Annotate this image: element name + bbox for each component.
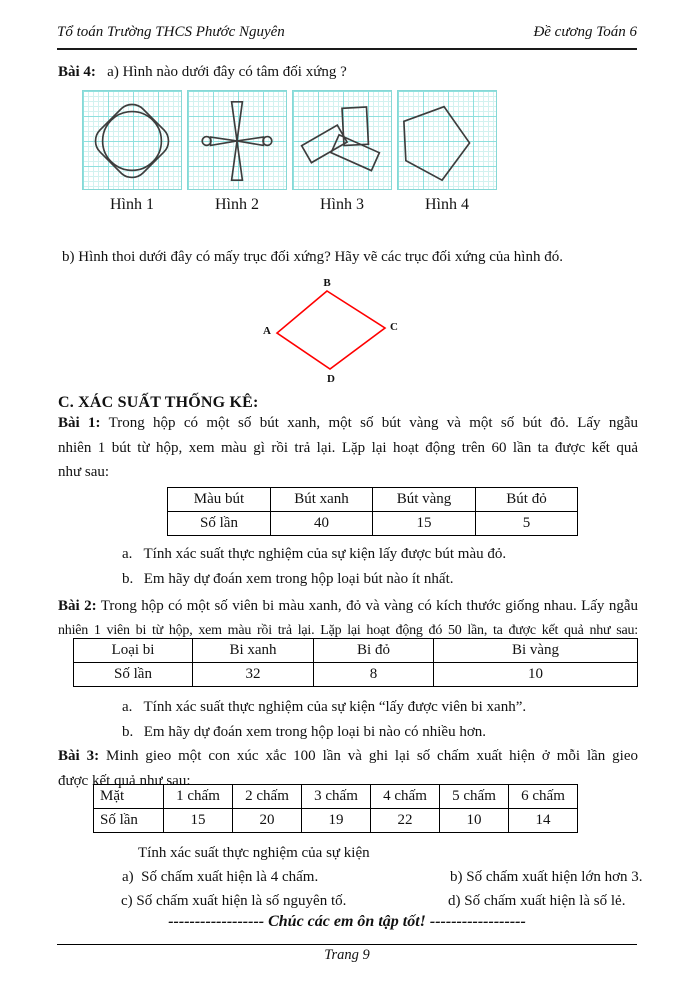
table-row: Loại bi Bi xanh Bi đỏ Bi vàng: [74, 639, 638, 663]
bai3-question-a: a) Số chấm xuất hiện là 4 chấm.: [122, 869, 319, 885]
header-left: Tổ toán Trường THCS Phước Nguyên: [57, 24, 285, 40]
bai3-label: Bài 3:: [58, 748, 100, 764]
rhombus-label-c: C: [390, 321, 398, 333]
figure-hinh-1: [82, 90, 182, 190]
bai3-intro: Tính xác suất thực nghiệm của sự kiện: [138, 845, 370, 861]
bai3-question-c: c) Số chấm xuất hiện là số nguyên tố.: [121, 893, 347, 909]
three-rectangles-drawing: [293, 91, 391, 189]
page-header: [57, 24, 637, 50]
figure-hinh-2: [187, 90, 287, 190]
header-right: Đề cương Toán 6: [533, 24, 637, 40]
bai4-question-a: Bài 4: a) Hình nào dưới đây có tâm đối xứng ?: [58, 64, 347, 80]
list-item: a. Tính xác suất thực nghiệm của sự kiện “lấy được viên bi xanh”.: [122, 699, 527, 715]
bai2-items: [122, 695, 526, 745]
rhombus-label-a: A: [263, 325, 271, 337]
bai3-paragraph: Bài 3: Minh gieo một con xúc xắc 100 lần và ghi lại số chấm xuất hiện ở mỗi lần gieo được kết quả như sau:: [58, 748, 639, 789]
figure-label-4: Hình 4: [425, 196, 469, 213]
bai2-paragraph: Bài 2: Trong hộp có một số viên bi màu xanh, đỏ và vàng có kích thước giống nhau. Lấy ngẫu nhiên 1 viên bi từ hộp, xem màu rồi trả lại. Lặp lại hoạt động đó 50 lần, ta được kết quả như sau:: [58, 598, 638, 638]
bai2-table: [73, 638, 638, 687]
bai1-table: [167, 487, 578, 536]
figure-label-2: Hình 2: [215, 196, 259, 213]
table-row: Số lần 32 8 10: [74, 663, 638, 687]
footer-rule: [57, 944, 637, 945]
closing-message: ------------------ Chúc các em ôn tập tốt! ------------------: [168, 913, 526, 930]
figure-row: [82, 90, 497, 190]
circle-flower-drawing: [83, 91, 181, 189]
list-item: b. Em hãy dự đoán xem trong hộp loại bút nào ít nhất.: [122, 571, 454, 587]
bai1-paragraph: Bài 1: Trong hộp có một số bút xanh, một số bút vàng và một số bút đỏ. Lấy ngẫu nhiên 1 bút từ hộp, xem màu gì rồi trả lại. Lặp lại hoạt động trên 60 lần ta được kết quả như sau:: [58, 415, 638, 480]
figure-hinh-3: [292, 90, 392, 190]
propeller-drawing: [188, 91, 286, 189]
figure-hinh-4: [397, 90, 497, 190]
bai3-question-b: b) Số chấm xuất hiện lớn hơn 3.: [450, 869, 643, 885]
bai2-label: Bài 2:: [58, 598, 97, 614]
bai4-label: Bài 4:: [58, 64, 96, 80]
table-row: Số lần 15 20 19 22 10 14: [94, 809, 578, 833]
pentagon-drawing: [398, 91, 496, 189]
table-row: Mặt 1 chấm 2 chấm 3 chấm 4 chấm 5 chấm 6 chấm: [94, 785, 578, 809]
page-number: Trang 9: [324, 947, 370, 963]
rhombus-label-d: D: [327, 373, 335, 385]
table-row: Màu bút Bút xanh Bút vàng Bút đỏ: [168, 488, 578, 512]
figure-label-1: Hình 1: [110, 196, 154, 213]
rhombus-label-b: B: [323, 277, 331, 289]
bai1-label: Bài 1:: [58, 415, 101, 431]
table-row: Số lần 40 15 5: [168, 512, 578, 536]
list-item: a. Tính xác suất thực nghiệm của sự kiện lấy được bút màu đỏ.: [122, 546, 507, 562]
list-item: b. Em hãy dự đoán xem trong hộp loại bi nào có nhiều hơn.: [122, 724, 486, 740]
rhombus-figure: [255, 276, 405, 390]
bai3-table: [93, 784, 578, 833]
bai4-question-b: b) Hình thoi dưới đây có mấy trục đối xứng? Hãy vẽ các trục đối xứng của hình đó.: [62, 249, 563, 265]
section-c-title: C. XÁC SUẤT THỐNG KÊ:: [58, 394, 259, 411]
bai3-question-d: d) Số chấm xuất hiện là số lẻ.: [448, 893, 626, 909]
bai1-items: [122, 542, 506, 592]
figure-labels: [82, 196, 497, 214]
figure-label-3: Hình 3: [320, 196, 364, 213]
rhombus-drawing: [255, 276, 405, 390]
